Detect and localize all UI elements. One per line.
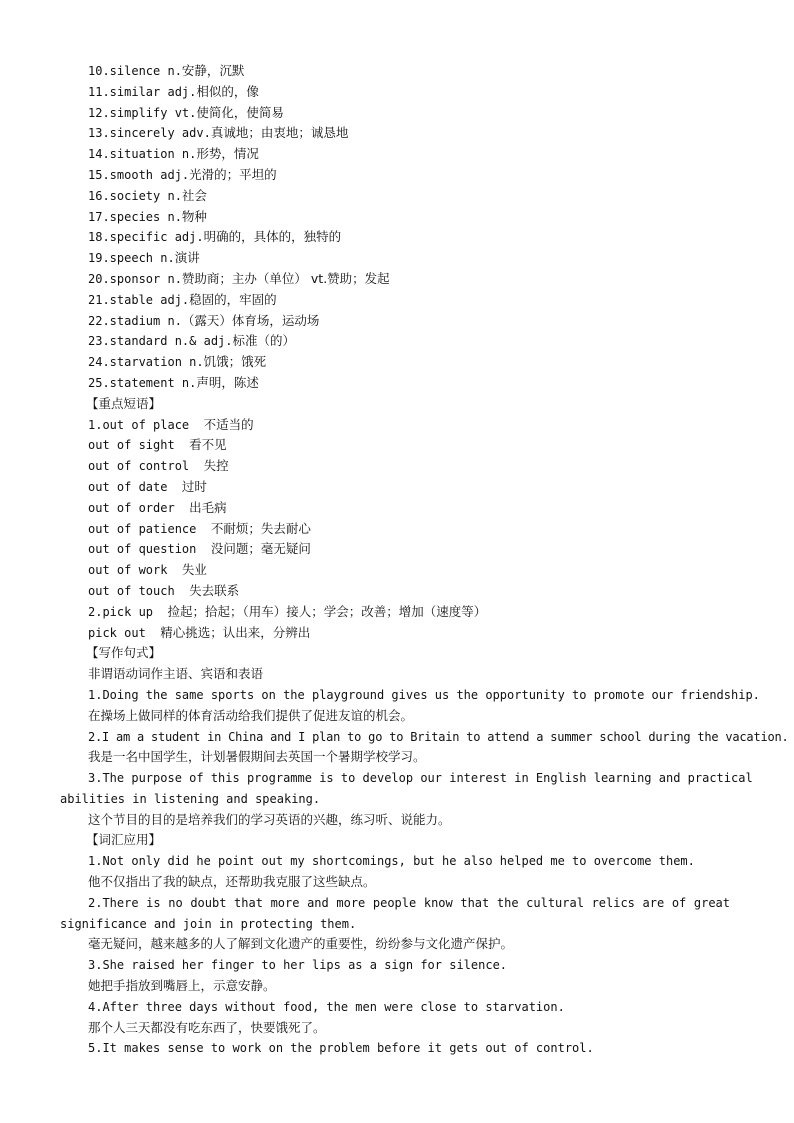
writing-list	[0, 685, 794, 831]
vocab-item	[0, 144, 794, 165]
vocab-item	[0, 207, 794, 228]
phrases-heading: 【重点短语】	[86, 395, 162, 411]
phrase-en: out of touch	[88, 583, 190, 598]
vocab-item	[0, 248, 794, 269]
vocab-list	[0, 61, 794, 394]
vocab-item	[0, 352, 794, 373]
vocab-en: 24.starvation n.	[88, 355, 204, 370]
vocab-cn: 形势，情况	[196, 146, 259, 162]
vocab-en: 11.similar adj.	[88, 84, 197, 99]
usage-heading: 【词汇应用】	[86, 832, 162, 848]
usage-sentence-cn: 毫无疑问，越来越多的人了解到文化遗产的重要性，纷纷参与文化遗产保护。	[88, 936, 514, 952]
phrase-cn: 失去联系	[189, 582, 240, 598]
vocab-cn: 真诚地；由衷地；诚恳地	[210, 125, 349, 141]
vocab-en: 18.specific adj.	[88, 230, 204, 245]
writing-subheading: 非谓语动词作主语、宾语和表语	[88, 666, 264, 682]
vocab-cn: （露天）体育场，运动场	[181, 312, 320, 328]
vocab-en: 17.species n.	[88, 209, 182, 224]
writing-sentence-en: 2.I am a student in China and I plan to go to Britain to attend a summer school during the vacation.	[88, 729, 789, 744]
phrase-en: 1.out of place	[88, 417, 204, 432]
vocab-en: 15.smooth adj.	[88, 167, 190, 182]
writing-sentence-en-line2: abilities in listening and speaking.	[60, 791, 321, 806]
vocab-cn: 社会	[181, 187, 207, 203]
vocab-item	[0, 123, 794, 144]
phrase-item	[0, 581, 794, 602]
vocab-cn: 饥饿；饿死	[203, 354, 267, 370]
vocab-en: 16.society n.	[88, 188, 182, 203]
usage-sentence-en: 1.Not only did he point out my shortcomings, but he also helped me to overcome them.	[88, 854, 695, 869]
phrase-en: out of date	[88, 479, 182, 494]
vocab-en: 14.situation n.	[88, 147, 197, 162]
vocab-cn: 演讲	[174, 250, 200, 266]
vocab-cn: 相似的，像	[196, 83, 259, 99]
phrase-item	[0, 519, 794, 540]
vocab-en: 23.standard n.& adj.	[88, 334, 233, 349]
vocab-en: 22.stadium n.	[88, 313, 182, 328]
phrase-en: 2.pick up	[88, 604, 168, 619]
vocab-item	[0, 61, 794, 82]
writing-sentence-en: 1.Doing the same sports on the playground gives us the opportunity to promote our friendship.	[88, 687, 760, 702]
phrase-cn: 失业	[181, 562, 207, 578]
vocab-en: 13.sincerely adv.	[88, 126, 211, 141]
vocab-cn: 赞助商；主办（单位） vt.赞助；发起	[181, 270, 390, 286]
phrase-cn: 精心挑选；认出来，分辨出	[160, 624, 311, 640]
phrase-en: out of patience	[88, 521, 211, 536]
vocab-item	[0, 165, 794, 186]
vocab-item	[0, 290, 794, 311]
writing-sentence-cn: 在操场上做同样的体育活动给我们提供了促进友谊的机会。	[88, 707, 414, 723]
phrase-item	[0, 415, 794, 436]
phrase-cn: 失控	[203, 458, 229, 474]
vocab-item	[0, 311, 794, 332]
phrase-item	[0, 456, 794, 477]
vocab-cn: 稳固的，牢固的	[189, 291, 277, 307]
phrase-item	[0, 560, 794, 581]
usage-sentence-en-line1: 2.There is no doubt that more and more people know that the cultural relics are of great	[88, 895, 730, 910]
vocab-en: 12.simplify vt.	[88, 105, 197, 120]
vocab-cn: 物种	[181, 208, 207, 224]
phrase-cn: 过时	[181, 478, 207, 494]
phrase-item	[0, 623, 794, 644]
phrase-en: pick out	[88, 625, 161, 640]
phrase-cn: 捡起；拾起；（用车）接人；学会；改善；增加（速度等）	[167, 603, 487, 619]
phrase-cn: 出毛病	[189, 499, 227, 515]
phrase-en: out of work	[88, 563, 182, 578]
phrase-en: out of order	[88, 500, 190, 515]
writing-heading: 【写作句式】	[86, 645, 162, 661]
phrase-en: out of question	[88, 542, 211, 557]
usage-sentence-en: 4.After three days without food, the men were close to starvation.	[88, 999, 565, 1014]
phrase-list	[0, 415, 794, 644]
vocab-item	[0, 331, 794, 352]
phrase-cn: 不适当的	[203, 416, 254, 432]
vocab-item	[0, 103, 794, 124]
usage-sentence-cn: 他不仅指出了我的缺点，还帮助我克服了这些缺点。	[88, 874, 376, 890]
usage-sentence-cn: 她把手指放到嘴唇上，示意安静。	[88, 978, 276, 994]
phrase-cn: 没问题；毫无疑问	[210, 541, 311, 557]
usage-list	[0, 851, 794, 1059]
vocab-en: 21.stable adj.	[88, 292, 190, 307]
phrase-cn: 不耐烦；失去耐心	[210, 520, 311, 536]
vocab-item	[0, 186, 794, 207]
vocab-en: 20.sponsor n.	[88, 271, 182, 286]
usage-sentence-en	[0, 893, 794, 914]
vocab-cn: 安静，沉默	[181, 63, 245, 78]
vocab-cn: 使简化，使简易	[196, 104, 284, 120]
phrase-item	[0, 539, 794, 560]
vocab-en: 10.silence n.	[88, 64, 182, 78]
phrase-item	[0, 435, 794, 456]
phrase-item	[0, 477, 794, 498]
usage-sentence-en: 5.It makes sense to work on the problem before it gets out of control.	[88, 1041, 594, 1056]
vocab-en: 25.statement n.	[88, 375, 197, 390]
vocab-cn: 声明，陈述	[196, 374, 259, 390]
vocab-item	[0, 373, 794, 394]
vocab-item	[0, 227, 794, 248]
vocab-en: 19.speech n.	[88, 251, 175, 266]
phrase-cn: 看不见	[189, 437, 227, 453]
writing-sentence-en	[0, 768, 794, 789]
phrase-item	[0, 602, 794, 623]
writing-sentence-cn: 这个节目的目的是培养我们的学习英语的兴趣，练习听、说能力。	[88, 811, 451, 827]
phrase-en: out of sight	[88, 438, 190, 453]
vocab-cn: 标准（的）	[232, 333, 296, 349]
phrase-item	[0, 498, 794, 519]
vocab-cn: 光滑的；平坦的	[189, 166, 277, 182]
writing-sentence-en-line1: 3.The purpose of this programme is to develop our interest in English learning and practical	[88, 771, 753, 786]
usage-sentence-en: 3.She raised her finger to her lips as a sign for silence.	[88, 958, 508, 973]
vocab-item	[0, 269, 794, 290]
vocab-item	[0, 82, 794, 103]
vocab-cn: 明确的，具体的，独特的	[203, 229, 342, 245]
usage-sentence-en-line2: significance and join in protecting them.	[60, 916, 357, 931]
phrase-en: out of control	[88, 459, 204, 474]
usage-sentence-cn: 那个人三天都没有吃东西了，快要饿死了。	[88, 1019, 326, 1035]
writing-sentence-cn: 我是一名中国学生，计划暑假期间去英国一个暑期学校学习。	[88, 749, 426, 765]
document-content	[0, 61, 794, 1059]
